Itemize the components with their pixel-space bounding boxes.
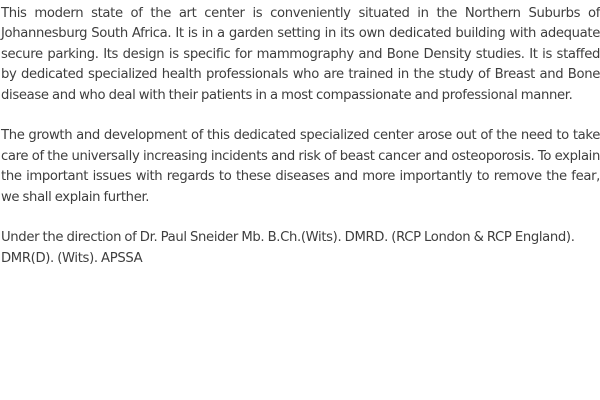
growth-paragraph: The growth and development of this dedicated specialized center arose out of the need to take care of the universally increasing incidents and risk of beast cancer and osteoporosis. To explain the important issues with regards to these diseases and more importantly to remove the fear, we shall explain further.: [1, 128, 600, 205]
page-body-text: [0, 4, 600, 290]
intro-paragraph: This modern state of the art center is conveniently situated in the Northern Suburbs of Johannesburg South Africa. It is in a garden setting in its own dedicated building with adequate secure parking. Its design is specific for mammography and Bone Density studies. It is staffed by dedicated specialized health professionals who are trained in the study of Breast and Bone disease and who deal with their patients in a most compassionate and professional manner.: [1, 6, 600, 103]
director-credit-paragraph: Under the direction of Dr. Paul Sneider Mb. B.Ch.(Wits). DMRD. (RCP London & RCP England). DMR(D). (Wits). APSSA: [1, 230, 575, 266]
